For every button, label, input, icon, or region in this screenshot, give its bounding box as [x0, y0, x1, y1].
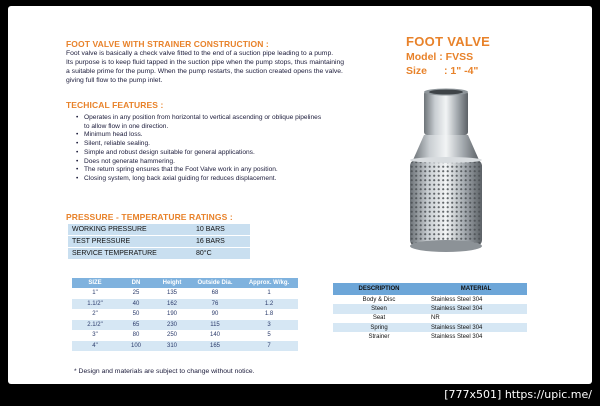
rating-label: SERVICE TEMPERATURE — [68, 248, 192, 260]
material-cell: Stainless Steel 304 — [431, 296, 483, 303]
materials-table-body — [333, 295, 527, 341]
size-cell: 140 — [209, 332, 220, 339]
construction-line: giving full flow to the pump inlet. — [66, 77, 163, 84]
material-cell: NR — [431, 315, 440, 322]
size-cell: 1 — [267, 290, 271, 297]
material-row — [333, 295, 527, 304]
construction-line: Its purpose is to keep fluid tapped in the suction pipe when the pump stops, thus maintaining — [66, 59, 345, 66]
rating-value: 80°C — [192, 248, 250, 260]
dn-header: DN — [118, 278, 154, 288]
size-dimensions-table — [72, 278, 298, 351]
material-row — [333, 332, 527, 341]
construction-line: Foot valve is basically a check valve fitted to the end of a suction pipe leading to a pump. — [66, 50, 334, 57]
size-cell: 2" — [92, 311, 98, 318]
size-cell: 135 — [166, 290, 177, 297]
material-cell: Stainless Steel 304 — [431, 333, 483, 340]
feature-item: • Closing system, long back axial guiding for reduces displacement. — [76, 175, 321, 184]
watermark: [777x501] https://upic.me/ — [444, 388, 592, 401]
product-title: FOOT VALVE — [406, 34, 491, 49]
feature-item-continuation — [76, 123, 321, 132]
size-cell: 250 — [166, 332, 177, 339]
pressure-ratings-table — [68, 224, 250, 260]
feature-item: • Silent, reliable sealing. — [76, 140, 321, 149]
size-cell: 1.1/2" — [72, 299, 118, 310]
size-row — [72, 341, 298, 352]
size-cell: 80 — [132, 332, 140, 339]
construction-line: a suitable prime for the pump. When the pump restarts, the suction created opens the valve. — [66, 68, 343, 75]
size-cell: 310 — [154, 341, 190, 352]
size-header: SIZE — [72, 278, 118, 288]
size-row — [72, 320, 298, 331]
ratings-title: PRESSURE - TEMPERATURE RATINGS : — [66, 212, 233, 222]
size-cell: 115 — [190, 320, 240, 331]
construction-title: FOOT VALVE WITH STRAINER CONSTRUCTION : — [66, 39, 269, 49]
description-header: DESCRIPTION — [333, 283, 425, 295]
size-row — [72, 330, 298, 341]
size-cell: 5 — [267, 332, 271, 339]
size-cell: 162 — [154, 299, 190, 310]
size-cell: 1" — [92, 290, 98, 297]
material-row — [333, 323, 527, 332]
weight-header: Approx. W/kg. — [240, 278, 298, 288]
material-cell: Stainless Steel 304 — [425, 304, 527, 313]
size-cell: 40 — [118, 299, 154, 310]
size-cell: 90 — [211, 311, 219, 318]
size-row — [72, 299, 298, 310]
rating-label: WORKING PRESSURE — [68, 224, 192, 236]
materials-table — [333, 283, 527, 341]
component-cell: Strainer — [368, 333, 390, 340]
size-cell: 2.1/2" — [72, 320, 118, 331]
feature-item: • Simple and robust design suitable for general applications. — [76, 149, 321, 158]
size-header-row — [72, 278, 298, 288]
height-header: Height — [154, 278, 190, 288]
size-value: : 1" -4" — [443, 65, 479, 77]
construction-paragraph — [66, 49, 344, 85]
feature-item: • Operates in any position from horizontal to vertical ascending or oblique pipelines — [76, 114, 321, 123]
size-cell: 4" — [72, 341, 118, 352]
rating-row — [68, 248, 250, 260]
size-cell: 65 — [118, 320, 154, 331]
size-table-body — [72, 288, 298, 351]
component-cell: Seat — [372, 315, 386, 322]
feature-item: • Does not generate hammering. — [76, 158, 321, 167]
material-header: MATERIAL — [425, 283, 527, 295]
rating-row — [68, 224, 250, 236]
model-label: Model : — [406, 51, 443, 63]
size-row — [72, 288, 298, 299]
component-cell: Body & Disc — [362, 296, 396, 303]
material-cell: Stainless Steel 304 — [425, 323, 527, 332]
size-cell: 230 — [154, 320, 190, 331]
disclaimer-note: * Design and materials are subject to change without notice. — [74, 368, 255, 375]
size-row — [72, 309, 298, 320]
rating-value: 10 BARS — [192, 224, 250, 236]
product-size — [406, 65, 478, 77]
size-cell: 100 — [118, 341, 154, 352]
feature-continuation-text: to allow flow in one direction. — [84, 122, 169, 130]
materials-header-row — [333, 283, 527, 295]
feature-item: • The return spring ensures that the Foot Valve work in any position. — [76, 166, 321, 175]
model-value: FVSS — [445, 51, 474, 63]
rating-label: TEST PRESSURE — [68, 236, 192, 248]
material-row — [333, 314, 527, 323]
rating-value: 16 BARS — [192, 236, 250, 248]
size-cell: 190 — [166, 311, 177, 318]
material-row — [333, 304, 527, 313]
size-cell: 3 — [240, 320, 298, 331]
size-cell: 165 — [190, 341, 240, 352]
size-cell: 25 — [132, 290, 140, 297]
features-list — [76, 114, 321, 184]
component-cell: Steen — [333, 304, 425, 313]
size-cell: 76 — [190, 299, 240, 310]
product-model — [406, 51, 473, 63]
component-cell: Spring — [333, 323, 425, 332]
features-title: TECHICAL FEATURES : — [66, 100, 164, 110]
feature-item: • Minimum head loss. — [76, 131, 321, 140]
size-cell: 1.2 — [240, 299, 298, 310]
catalog-sheet — [8, 6, 592, 384]
size-cell: 50 — [132, 311, 140, 318]
foot-valve-photo — [396, 88, 496, 256]
rating-row — [68, 236, 250, 248]
size-cell: 3" — [92, 332, 98, 339]
outside-dia-header: Outside Dia. — [190, 278, 240, 288]
size-cell: 7 — [240, 341, 298, 352]
size-cell: 68 — [211, 290, 219, 297]
size-label: Size — [406, 65, 428, 77]
size-cell: 1.8 — [264, 311, 274, 318]
